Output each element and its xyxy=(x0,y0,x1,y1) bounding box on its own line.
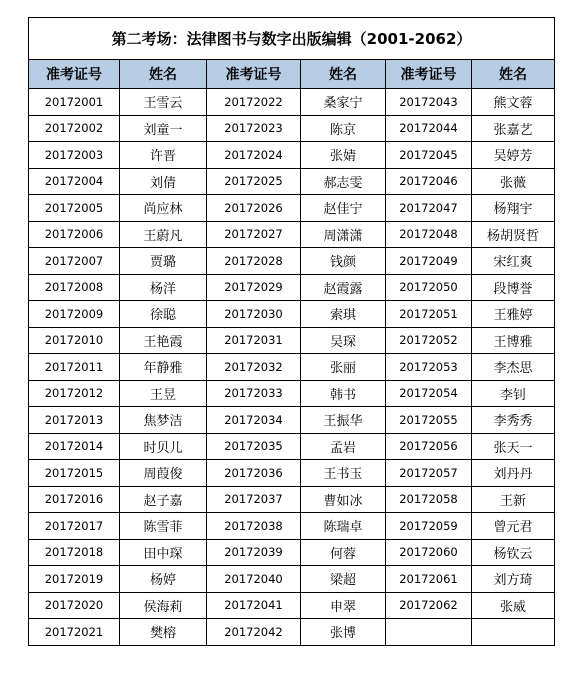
name-cell: 吴婷芳 xyxy=(472,142,555,169)
exam-room-sheet xyxy=(28,17,554,646)
exam-id-cell: 20172039 xyxy=(207,539,301,566)
name-cell: 熊文蓉 xyxy=(472,89,555,116)
name-cell: 王新 xyxy=(472,486,555,513)
name-cell: 段博誉 xyxy=(472,274,555,301)
exam-id-cell: 20172006 xyxy=(29,221,120,248)
table-row xyxy=(29,168,555,195)
table-row xyxy=(29,407,555,434)
name-cell: 王振华 xyxy=(301,407,386,434)
exam-id-cell: 20172010 xyxy=(29,327,120,354)
name-cell: 赵霞露 xyxy=(301,274,386,301)
exam-id-cell: 20172027 xyxy=(207,221,301,248)
table-row xyxy=(29,380,555,407)
name-cell: 陈京 xyxy=(301,115,386,142)
name-cell: 樊榕 xyxy=(120,619,207,646)
exam-id-cell: 20172058 xyxy=(386,486,472,513)
name-cell: 侯海莉 xyxy=(120,592,207,619)
exam-id-cell: 20172059 xyxy=(386,513,472,540)
table-row xyxy=(29,142,555,169)
exam-id-cell: 20172049 xyxy=(386,248,472,275)
table-row xyxy=(29,619,555,646)
header-name-2: 姓名 xyxy=(301,60,386,89)
roster-body xyxy=(29,89,555,646)
name-cell: 张威 xyxy=(472,592,555,619)
exam-id-cell: 20172052 xyxy=(386,327,472,354)
exam-id-cell: 20172025 xyxy=(207,168,301,195)
name-cell: 李钊 xyxy=(472,380,555,407)
exam-id-cell: 20172034 xyxy=(207,407,301,434)
name-cell: 刘丹丹 xyxy=(472,460,555,487)
name-cell: 周潇潇 xyxy=(301,221,386,248)
name-cell: 年静雅 xyxy=(120,354,207,381)
exam-id-cell: 20172031 xyxy=(207,327,301,354)
exam-id-cell: 20172033 xyxy=(207,380,301,407)
header-name-3: 姓名 xyxy=(472,60,555,89)
name-cell: 李秀秀 xyxy=(472,407,555,434)
exam-id-cell: 20172026 xyxy=(207,195,301,222)
exam-id-cell: 20172051 xyxy=(386,301,472,328)
exam-id-cell: 20172054 xyxy=(386,380,472,407)
name-cell: 张丽 xyxy=(301,354,386,381)
name-cell: 陈瑞卓 xyxy=(301,513,386,540)
name-cell: 宋红爽 xyxy=(472,248,555,275)
name-cell: 许晋 xyxy=(120,142,207,169)
exam-id-cell: 20172019 xyxy=(29,566,120,593)
exam-id-cell: 20172055 xyxy=(386,407,472,434)
name-cell: 田中琛 xyxy=(120,539,207,566)
name-cell: 时贝儿 xyxy=(120,433,207,460)
table-row xyxy=(29,327,555,354)
exam-id-cell: 20172045 xyxy=(386,142,472,169)
table-row xyxy=(29,115,555,142)
name-cell: 孟岩 xyxy=(301,433,386,460)
exam-id-cell: 20172036 xyxy=(207,460,301,487)
exam-id-cell: 20172021 xyxy=(29,619,120,646)
name-cell: 贾璐 xyxy=(120,248,207,275)
exam-id-cell: 20172007 xyxy=(29,248,120,275)
exam-id-cell: 20172018 xyxy=(29,539,120,566)
exam-id-cell: 20172005 xyxy=(29,195,120,222)
name-cell: 张博 xyxy=(301,619,386,646)
exam-id-cell: 20172035 xyxy=(207,433,301,460)
exam-roster-table xyxy=(28,17,555,646)
name-cell: 梁超 xyxy=(301,566,386,593)
name-cell: 周葭俊 xyxy=(120,460,207,487)
name-cell: 刘方琦 xyxy=(472,566,555,593)
exam-id-cell: 20172014 xyxy=(29,433,120,460)
exam-id-cell: 20172053 xyxy=(386,354,472,381)
exam-id-cell: 20172023 xyxy=(207,115,301,142)
exam-id-cell: 20172040 xyxy=(207,566,301,593)
name-cell: 赵佳宁 xyxy=(301,195,386,222)
table-row xyxy=(29,354,555,381)
name-cell: 杨婷 xyxy=(120,566,207,593)
table-row xyxy=(29,89,555,116)
name-cell: 申翠 xyxy=(301,592,386,619)
name-cell: 赵子嘉 xyxy=(120,486,207,513)
exam-id-cell: 20172002 xyxy=(29,115,120,142)
name-cell: 钱颜 xyxy=(301,248,386,275)
exam-id-cell: 20172017 xyxy=(29,513,120,540)
exam-id-cell: 20172041 xyxy=(207,592,301,619)
name-cell: 杨钦云 xyxy=(472,539,555,566)
exam-id-cell: 20172012 xyxy=(29,380,120,407)
name-cell: 王书玉 xyxy=(301,460,386,487)
name-cell: 杨翔宇 xyxy=(472,195,555,222)
table-row xyxy=(29,460,555,487)
exam-id-cell: 20172016 xyxy=(29,486,120,513)
name-cell: 张天一 xyxy=(472,433,555,460)
table-row xyxy=(29,301,555,328)
table-row xyxy=(29,221,555,248)
exam-id-cell: 20172044 xyxy=(386,115,472,142)
name-cell: 王昱 xyxy=(120,380,207,407)
name-cell: 张薇 xyxy=(472,168,555,195)
name-cell: 王蔚凡 xyxy=(120,221,207,248)
exam-id-cell: 20172056 xyxy=(386,433,472,460)
name-cell: 王雅婷 xyxy=(472,301,555,328)
exam-id-cell: 20172038 xyxy=(207,513,301,540)
table-row xyxy=(29,274,555,301)
header-exam-id-2: 准考证号 xyxy=(207,60,301,89)
name-cell: 徐聪 xyxy=(120,301,207,328)
exam-id-cell: 20172009 xyxy=(29,301,120,328)
table-row xyxy=(29,195,555,222)
exam-id-cell: 20172011 xyxy=(29,354,120,381)
exam-id-cell: 20172061 xyxy=(386,566,472,593)
name-cell: 陈雪菲 xyxy=(120,513,207,540)
exam-id-cell: 20172042 xyxy=(207,619,301,646)
exam-id-cell: 20172003 xyxy=(29,142,120,169)
exam-id-cell: 20172015 xyxy=(29,460,120,487)
name-cell: 焦梦洁 xyxy=(120,407,207,434)
name-cell: 桑家宁 xyxy=(301,89,386,116)
exam-id-cell: 20172047 xyxy=(386,195,472,222)
exam-id-cell: 20172062 xyxy=(386,592,472,619)
header-name-1: 姓名 xyxy=(120,60,207,89)
name-cell: 郝志雯 xyxy=(301,168,386,195)
header-exam-id-3: 准考证号 xyxy=(386,60,472,89)
table-row xyxy=(29,486,555,513)
name-cell: 王博雅 xyxy=(472,327,555,354)
exam-id-cell: 20172032 xyxy=(207,354,301,381)
name-cell: 何蓉 xyxy=(301,539,386,566)
name-cell: 曹如冰 xyxy=(301,486,386,513)
exam-id-cell: 20172030 xyxy=(207,301,301,328)
exam-id-cell: 20172001 xyxy=(29,89,120,116)
exam-id-cell: 20172037 xyxy=(207,486,301,513)
exam-id-cell xyxy=(386,619,472,646)
table-row xyxy=(29,248,555,275)
table-row xyxy=(29,433,555,460)
exam-id-cell: 20172024 xyxy=(207,142,301,169)
exam-id-cell: 20172048 xyxy=(386,221,472,248)
name-cell: 杨洋 xyxy=(120,274,207,301)
exam-id-cell: 20172043 xyxy=(386,89,472,116)
name-cell: 韩书 xyxy=(301,380,386,407)
exam-id-cell: 20172057 xyxy=(386,460,472,487)
header-row xyxy=(29,60,555,89)
title-row xyxy=(29,18,555,60)
name-cell: 刘倩 xyxy=(120,168,207,195)
name-cell: 尚应林 xyxy=(120,195,207,222)
sheet-title: 第二考场：法律图书与数字出版编辑（2001-2062） xyxy=(29,18,555,60)
table-row xyxy=(29,592,555,619)
exam-id-cell: 20172029 xyxy=(207,274,301,301)
exam-id-cell: 20172022 xyxy=(207,89,301,116)
exam-id-cell: 20172004 xyxy=(29,168,120,195)
exam-id-cell: 20172050 xyxy=(386,274,472,301)
header-exam-id-1: 准考证号 xyxy=(29,60,120,89)
name-cell: 李杰思 xyxy=(472,354,555,381)
name-cell: 索琪 xyxy=(301,301,386,328)
exam-id-cell: 20172013 xyxy=(29,407,120,434)
name-cell xyxy=(472,619,555,646)
name-cell: 吴琛 xyxy=(301,327,386,354)
table-row xyxy=(29,513,555,540)
name-cell: 曾元君 xyxy=(472,513,555,540)
exam-id-cell: 20172028 xyxy=(207,248,301,275)
name-cell: 王艳霞 xyxy=(120,327,207,354)
name-cell: 张婧 xyxy=(301,142,386,169)
exam-id-cell: 20172046 xyxy=(386,168,472,195)
name-cell: 张嘉艺 xyxy=(472,115,555,142)
table-row xyxy=(29,539,555,566)
exam-id-cell: 20172020 xyxy=(29,592,120,619)
name-cell: 杨胡贤哲 xyxy=(472,221,555,248)
name-cell: 刘童一 xyxy=(120,115,207,142)
table-row xyxy=(29,566,555,593)
name-cell: 王雪云 xyxy=(120,89,207,116)
exam-id-cell: 20172008 xyxy=(29,274,120,301)
exam-id-cell: 20172060 xyxy=(386,539,472,566)
